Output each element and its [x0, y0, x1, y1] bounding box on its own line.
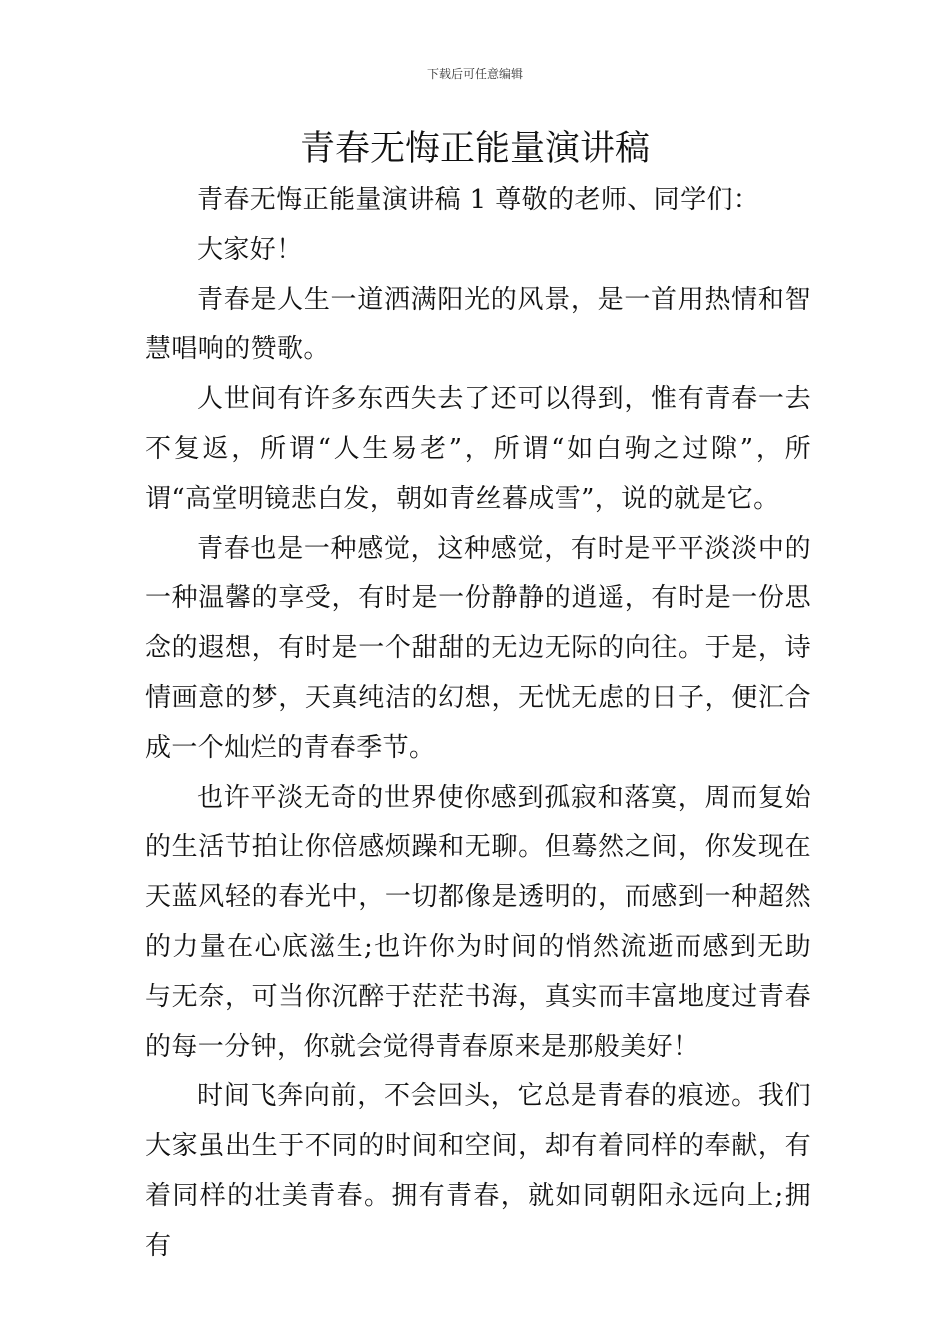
paragraph-5: 青春也是一种感觉，这种感觉，有时是平平淡淡中的一种温馨的享受，有时是一份静静的逍遥，有时是一份思念的遐想，有时是一个甜甜的无边无际的向往。于是，诗情画意的梦，天真纯洁的幻想，无忧无虑的日子，便汇合成一个灿烂的青春季节。: [145, 533, 811, 763]
page-title: 青春无悔正能量演讲稿: [299, 129, 650, 169]
paragraph-6: 也许平淡无奇的世界使你感到孤寂和落寞，周而复始的生活节拍让你倍感烦躁和无聊。但蓦然之间，你发现在天蓝风轻的春光中，一切都像是透明的，而感到一种超然的力量在心底滋生;也许你为时间的悄然流逝而感到无助与无奈，可当你沉醉于茫茫书海，真实而丰富地度过青春的每一分钟，你就会觉得青春原来是那般美好！: [145, 782, 811, 1062]
paragraph-3: 青春是人生一道洒满阳光的风景，是一首用热情和智慧唱响的赞歌。: [145, 284, 811, 365]
paragraph-1: 青春无悔正能量演讲稿 1 尊敬的老师、同学们：: [197, 185, 760, 215]
paragraph-4: 人世间有许多东西失去了还可以得到，惟有青春一去不复返，所谓“人生易老”，所谓“如白驹之过隙”，所谓“高堂明镜悲白发，朝如青丝暮成雪”，说的就是它。: [145, 384, 811, 514]
paragraph-2: 大家好！: [197, 234, 303, 265]
document-body: [145, 176, 811, 1272]
paragraph-7: 时间飞奔向前，不会回头，它总是青春的痕迹。我们大家虽出生于不同的时间和空间，却有着同样的奉献，有着同样的壮美青春。拥有青春，就如同朝阳永远向上;拥有: [145, 1081, 811, 1261]
header-note: 下载后可任意编辑: [426, 67, 523, 81]
